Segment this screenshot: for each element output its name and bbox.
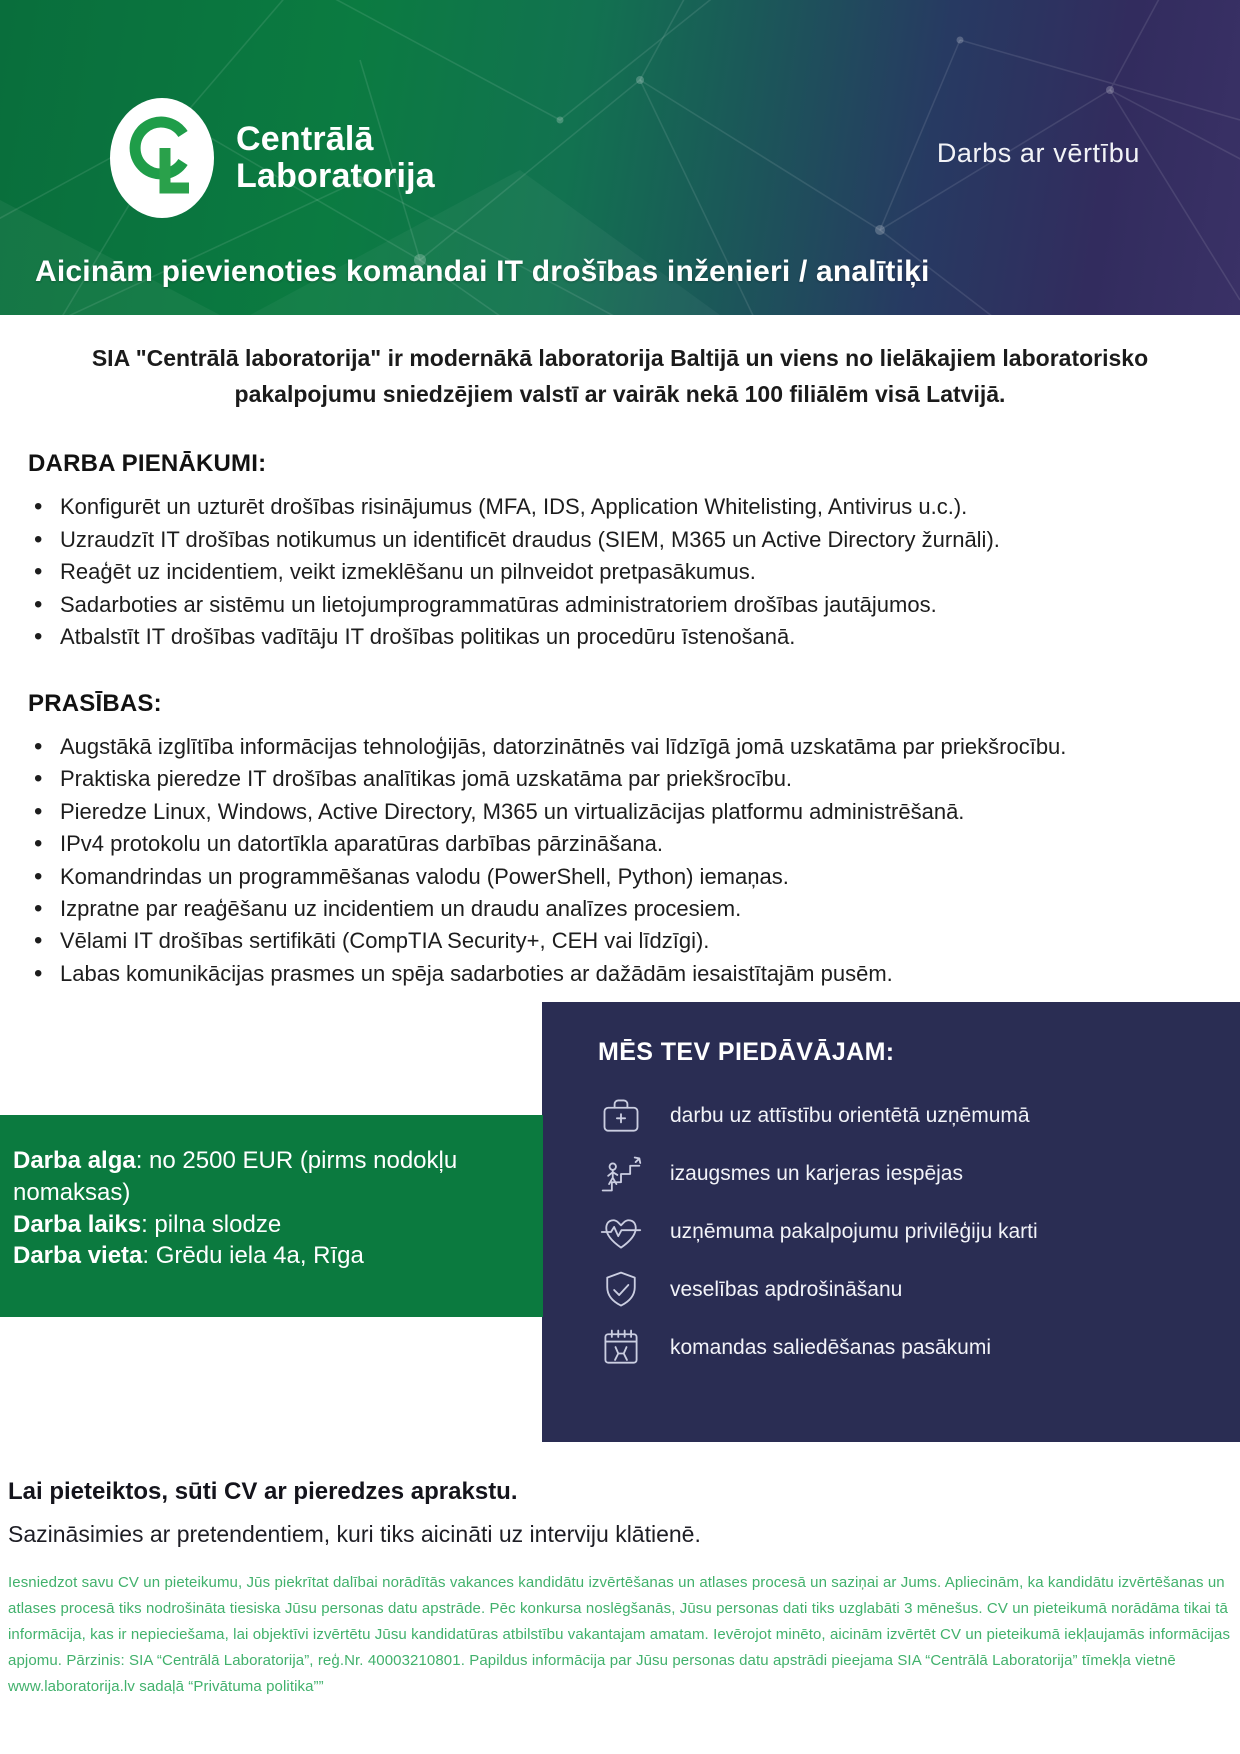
offer-item-label: veselības apdrošināšanu: [670, 1278, 903, 1302]
brand-line-2: Laboratorija: [236, 157, 435, 195]
offer-panel: [542, 1002, 1240, 1442]
worktime-label: Darba laiks: [13, 1210, 142, 1238]
offer-item: [598, 1151, 1210, 1197]
offer-item: [598, 1093, 1210, 1139]
list-item: • Izpratne par reaģēšanu uz incidentiem un draudu analīzes procesiem.: [28, 894, 1198, 923]
list-item: • Atbalstīt IT drošības vadītāju IT drošības politikas un procedūru īstenošanā.: [28, 622, 1198, 651]
calendar-event-icon: [598, 1325, 644, 1371]
apply-cta: Lai pieteiktos, sūti CV ar pieredzes aprakstu.: [8, 1478, 518, 1506]
list-item: • Reaģēt uz incidentiem, veikt izmeklēšanu un pilnveidot pretpasākumus.: [28, 557, 1198, 586]
hero-header: [0, 0, 1240, 315]
tagline: Darbs ar vērtību: [936, 138, 1140, 168]
offer-item-label: izaugsmes un karjeras iespējas: [670, 1162, 963, 1186]
shield-check-icon: [598, 1267, 644, 1313]
briefcase-plus-icon: [598, 1093, 644, 1139]
salary-line: [13, 1145, 525, 1208]
list-item: • Komandrindas un programmēšanas valodu (PowerShell, Python) iemaņas.: [28, 862, 1198, 891]
page-title: Aicinām pievienoties komandai IT drošības inženieri / analītiķi: [35, 255, 930, 288]
company-logo-icon: [110, 98, 214, 218]
offer-heading: MĒS TEV PIEDĀVĀJAM:: [598, 1038, 895, 1067]
list-item: • Konfigurēt un uzturēt drošības risinājumus (MFA, IDS, Application Whitelisting, Antivirus u.c.).: [28, 492, 1198, 521]
privacy-legal-text: Iesniedzot savu CV un pieteikumu, Jūs piekrītat dalībai norādītās vakances kandidātu izvērtēšanas un atlases procesā un saziņai ar Jums. Apliecinām, ka kandidātu izvērtēšanas un atlases procesā tiks nodrošināta tiesiska Jūsu personas datu apstrāde. Pēc konkursa noslēgšanās, Jūsu personas dati tiks uzglabāti 3 mēnešus. CV un pieteikumā norādāma tikai tā informācija, kas ir nepieciešama, lai objektīvi izvērtētu Jūsu kandidatūras atbilstību vakantajam amatam. Ievērojot minēto, aicinām izvērtēt CV un pieteikumā iekļaujamās informācijas apjomu. Pārzinis: SIA “Centrālā Laboratorija”, reģ.Nr. 40003210801. Papildus informācija par Jūsu personas datu apstrādi pieejama SIA “Centrālā Laboratorija” tīmekļa vietnē www.laboratorija.lv sadaļā “Privātuma politika””: [8, 1574, 1231, 1695]
panels-region: [0, 1002, 1240, 1444]
location-label: Darba vieta: [13, 1242, 143, 1270]
list-item: • Praktiska pieredze IT drošības analītikas jomā uzskatāma par priekšrocību.: [28, 764, 1198, 793]
offer-item-label: komandas saliedēšanas pasākumi: [670, 1336, 992, 1360]
offer-item-label: uzņēmuma pakalpojumu privilēģiju karti: [670, 1220, 1038, 1244]
brand-line-1: Centrālā: [236, 120, 374, 159]
brand-name: [236, 121, 435, 194]
list-item: • Labas komunikācijas prasmes un spēja sadarboties ar dažādām iesaistītajām pusēm.: [28, 959, 1198, 988]
offer-item: [598, 1325, 1210, 1371]
salary-label: Darba alga: [13, 1147, 136, 1175]
offer-item-label: darbu uz attīstību orientētā uzņēmumā: [670, 1104, 1030, 1128]
intro-text: SIA "Centrālā laboratorija" ir modernākā laboratorija Baltijā un viens no lielākajiem laboratorisko pakalpojumu sniedzējiem valstī ar vairāk nekā 100 filiālēm visā Latvijā.: [91, 345, 1149, 407]
job-details-panel: [0, 1115, 543, 1317]
offer-item: [598, 1209, 1210, 1255]
offer-item: [598, 1267, 1210, 1313]
career-growth-icon: [598, 1151, 644, 1197]
contact-note: Sazināsimies ar pretendentiem, kuri tiks aicināti uz interviju klātienē.: [8, 1521, 701, 1548]
list-item: • Augstākā izglītība informācijas tehnoloģijās, datorzinātnēs vai līdzīgā jomā uzskatāma par priekšrocību.: [28, 732, 1198, 761]
requirements-list: [0, 732, 1240, 989]
list-item: • IPv4 protokolu un datortīkla aparatūras darbības pārzināšana.: [28, 829, 1198, 858]
duties-heading: DARBA PIENĀKUMI:: [28, 450, 267, 478]
location-line: [13, 1240, 525, 1272]
content: [0, 341, 1240, 1699]
brand: [110, 98, 435, 218]
worktime-value: : pilna slodze: [141, 1210, 282, 1238]
list-item: • Sadarboties ar sistēmu un lietojumprogrammatūras administratoriem drošības jautājumos.: [28, 590, 1198, 619]
salary-value: : no 2500 EUR (pirms nodokļu nomaksas): [13, 1147, 458, 1207]
requirements-heading: PRASĪBAS:: [28, 689, 162, 717]
heart-pulse-icon: [598, 1209, 644, 1255]
location-value: : Grēdu iela 4a, Rīga: [142, 1242, 364, 1270]
list-item: • Uzraudzīt IT drošības notikumus un identificēt draudus (SIEM, M365 un Active Directory žurnāli).: [28, 525, 1198, 554]
duties-list: [0, 492, 1240, 651]
list-item: • Pieredze Linux, Windows, Active Directory, M365 un virtualizācijas platformu administrēšanā.: [28, 797, 1198, 826]
worktime-line: [13, 1209, 525, 1241]
list-item: • Vēlami IT drošības sertifikāti (CompTIA Security+, CEH vai līdzīgi).: [28, 926, 1198, 955]
